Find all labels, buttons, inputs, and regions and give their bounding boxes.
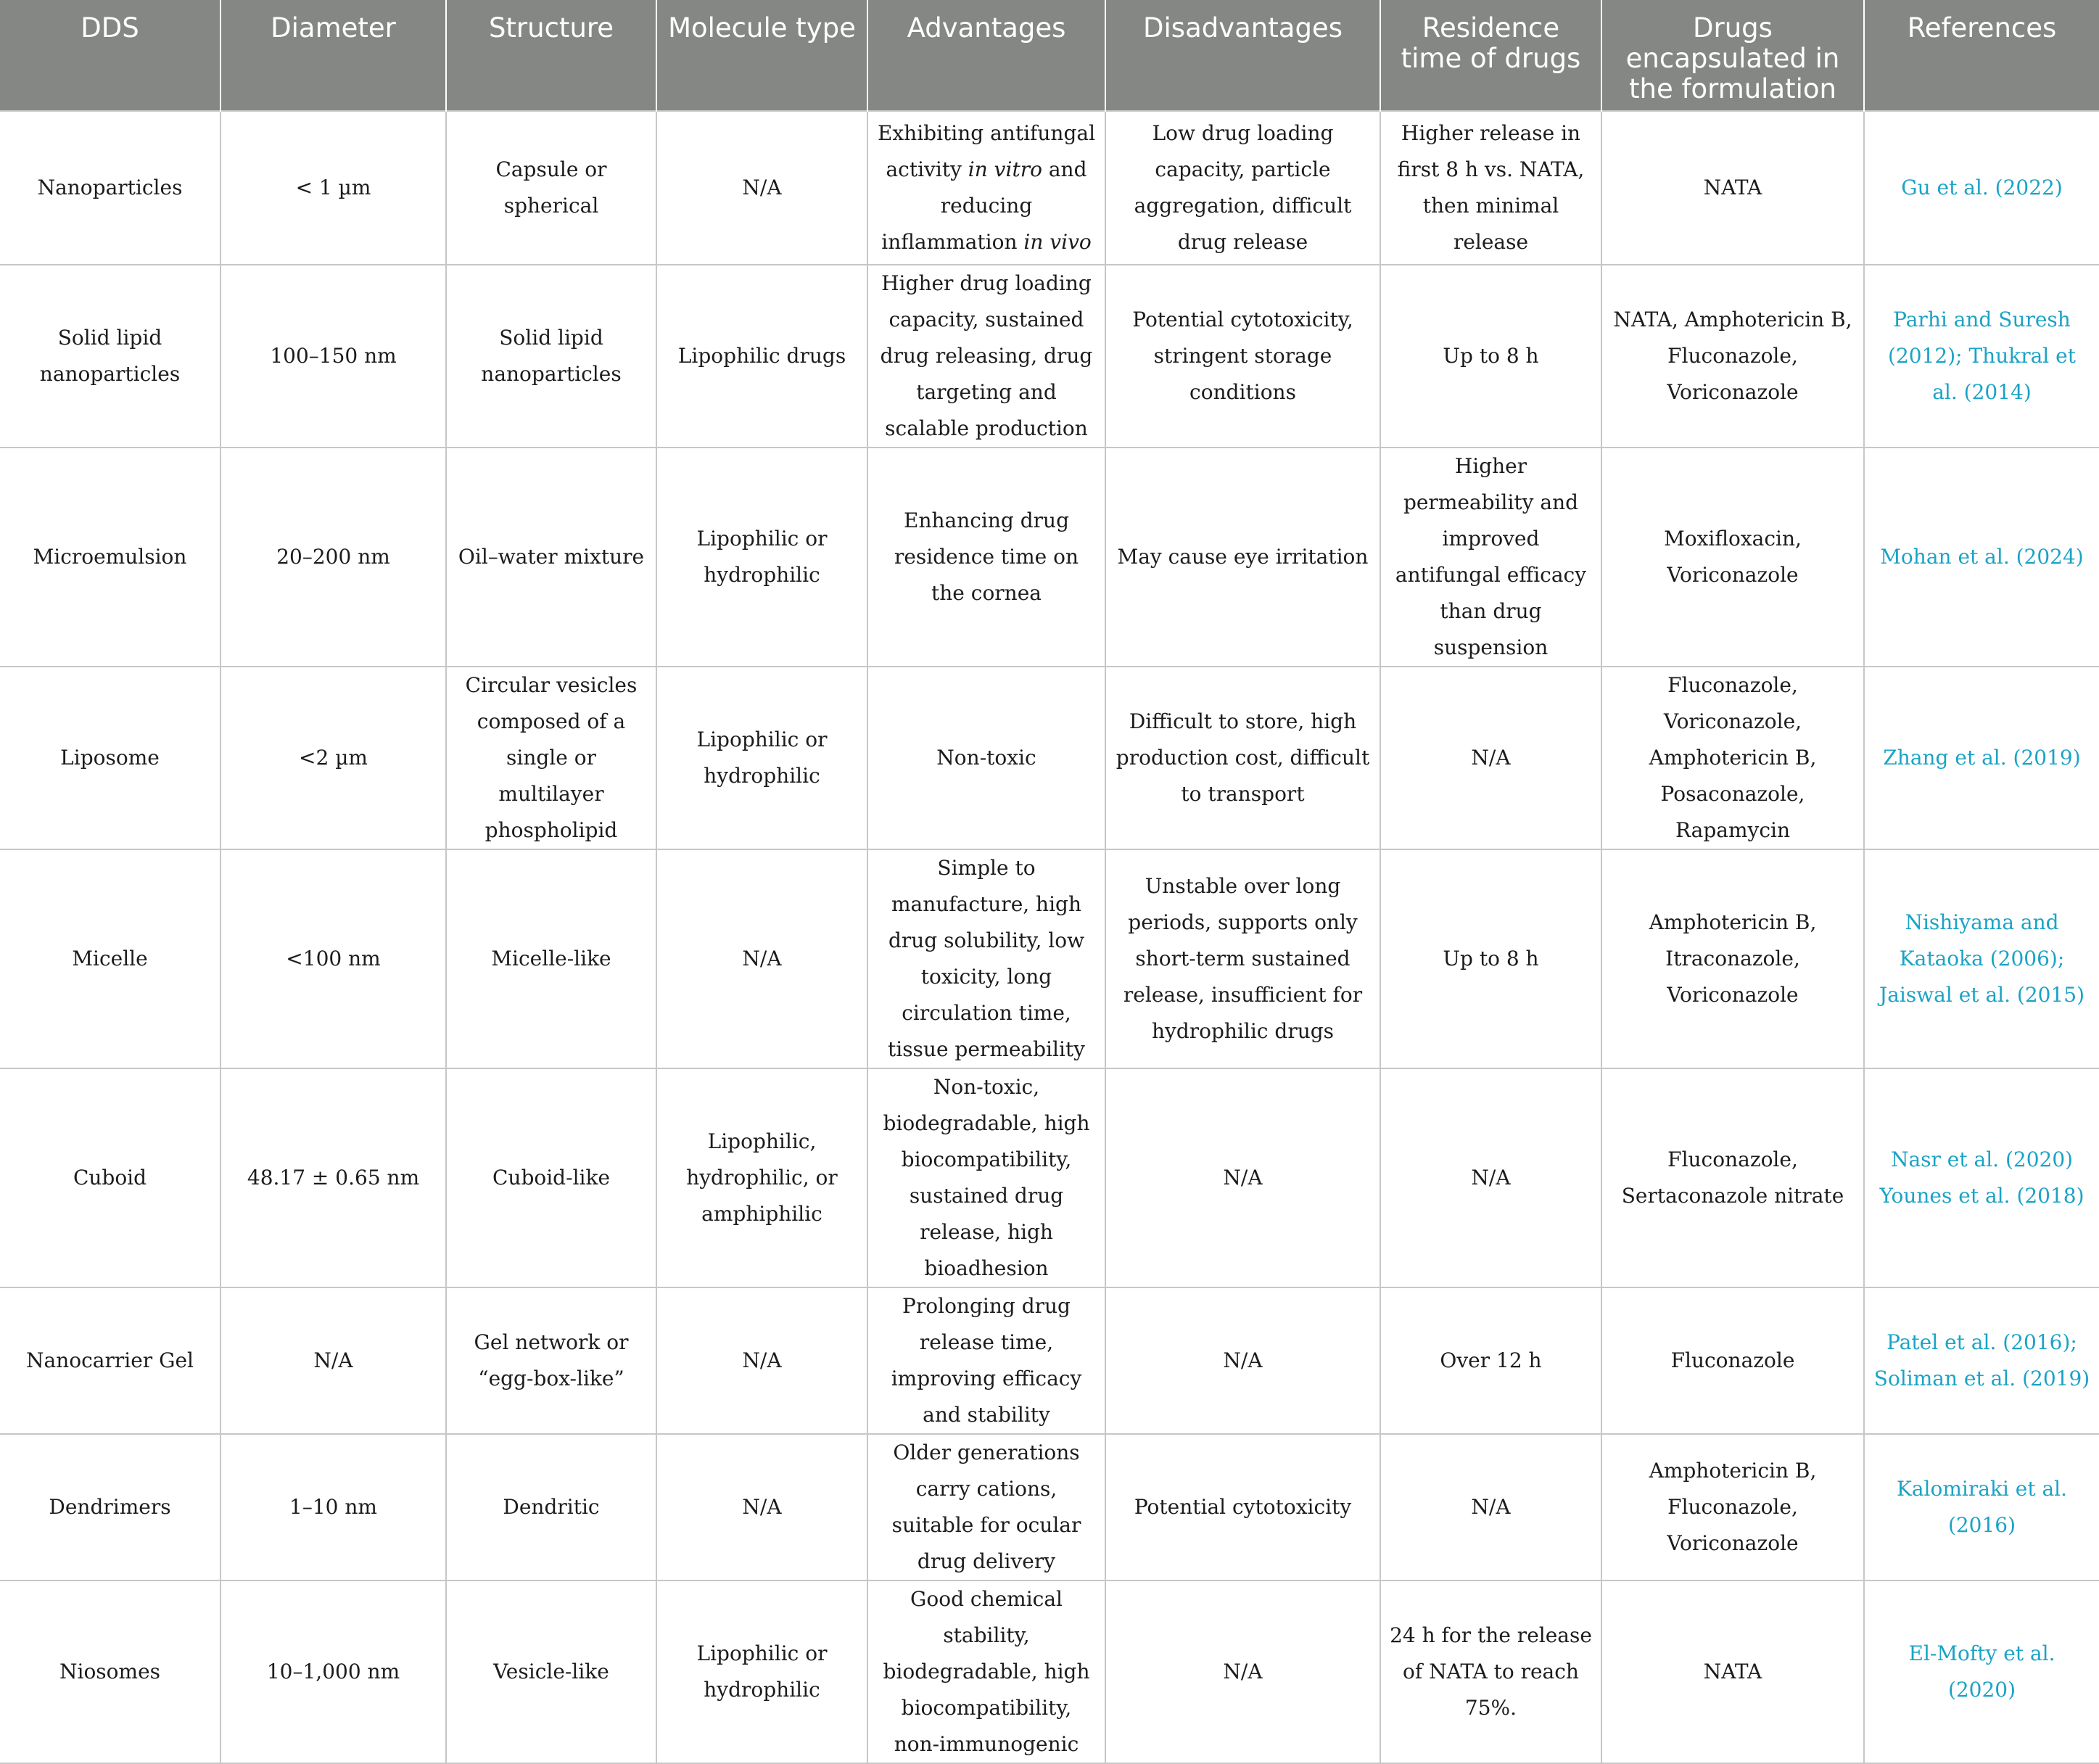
table-row	[0, 1580, 2099, 1763]
header-drugs-encapsulated: Drugs encapsulated in the formulation	[1601, 0, 1864, 111]
header-advantages: Advantages	[867, 0, 1105, 111]
reference-link[interactable]: Nasr et al. (2020)	[1890, 1147, 2074, 1171]
cell-diameter: <2 µm	[220, 667, 446, 849]
cell-disadvantages: Low drug loading capacity, particle aggregation, difficult drug release	[1105, 111, 1380, 265]
cell-structure: Cuboid-like	[446, 1068, 656, 1287]
cell-diameter: 100–150 nm	[220, 265, 446, 448]
cell-dds: Liposome	[0, 667, 220, 849]
cell-molecule-type: Lipophilic or hydrophilic	[656, 667, 867, 849]
cell-disadvantages: Unstable over long periods, supports only short-term sustained release, insufficient for hydrophilic drugs	[1105, 849, 1380, 1068]
cell-drugs: NATA, Amphotericin B, Fluconazole, Voriconazole	[1601, 265, 1864, 448]
cell-residence-time: Up to 8 h	[1380, 265, 1601, 448]
cell-residence-time: Over 12 h	[1380, 1287, 1601, 1434]
cell-residence-time: Up to 8 h	[1380, 849, 1601, 1068]
cell-disadvantages: N/A	[1105, 1068, 1380, 1287]
cell-diameter: <100 nm	[220, 849, 446, 1068]
cell-diameter: 48.17 ± 0.65 nm	[220, 1068, 446, 1287]
cell-residence-time: N/A	[1380, 667, 1601, 849]
reference-link[interactable]: Younes et al. (2018)	[1879, 1184, 2084, 1208]
header-dds: DDS	[0, 0, 220, 111]
cell-advantages: Good chemical stability, biodegradable, high biocompatibility, non-immunogenic	[867, 1580, 1105, 1763]
table-row	[0, 1068, 2099, 1287]
cell-advantages: Non-toxic	[867, 667, 1105, 849]
cell-drugs: Fluconazole, Voriconazole, Amphotericin B, Posaconazole, Rapamycin	[1601, 667, 1864, 849]
cell-structure: Gel network or “egg-box-like”	[446, 1287, 656, 1434]
cell-disadvantages: N/A	[1105, 1580, 1380, 1763]
cell-dds: Nanoparticles	[0, 111, 220, 265]
cell-disadvantages: N/A	[1105, 1287, 1380, 1434]
cell-references[interactable]: Patel et al. (2016); Soliman et al. (2019)	[1864, 1287, 2099, 1434]
cell-drugs: NATA	[1601, 111, 1864, 265]
advantages-italic-in-vivo: in vivo	[1023, 230, 1092, 254]
cell-structure: Oil–water mixture	[446, 448, 656, 667]
cell-disadvantages: Potential cytotoxicity, stringent storage conditions	[1105, 265, 1380, 448]
cell-molecule-type: Lipophilic or hydrophilic	[656, 448, 867, 667]
cell-diameter: 10–1,000 nm	[220, 1580, 446, 1763]
cell-advantages: Non-toxic, biodegradable, high biocompatibility, sustained drug release, high bioadhesion	[867, 1068, 1105, 1287]
cell-advantages: Enhancing drug residence time on the cornea	[867, 448, 1105, 667]
cell-structure: Vesicle-like	[446, 1580, 656, 1763]
cell-structure: Dendritic	[446, 1434, 656, 1580]
cell-dds: Nanocarrier Gel	[0, 1287, 220, 1434]
cell-drugs: NATA	[1601, 1580, 1864, 1763]
cell-molecule-type: N/A	[656, 1434, 867, 1580]
cell-residence-time: Higher release in first 8 h vs. NATA, then minimal release	[1380, 111, 1601, 265]
cell-advantages: Older generations carry cations, suitable for ocular drug delivery	[867, 1434, 1105, 1580]
cell-advantages: Higher drug loading capacity, sustained drug releasing, drug targeting and scalable production	[867, 265, 1105, 448]
cell-disadvantages: Difficult to store, high production cost, difficult to transport	[1105, 667, 1380, 849]
cell-advantages	[867, 111, 1105, 265]
cell-references[interactable]: Gu et al. (2022)	[1864, 111, 2099, 265]
cell-dds: Dendrimers	[0, 1434, 220, 1580]
cell-advantages: Simple to manufacture, high drug solubility, low toxicity, long circulation time, tissue permeability	[867, 849, 1105, 1068]
cell-dds: Micelle	[0, 849, 220, 1068]
table-row	[0, 1434, 2099, 1580]
table-row	[0, 448, 2099, 667]
header-molecule-type: Molecule type	[656, 0, 867, 111]
cell-drugs: Fluconazole, Sertaconazole nitrate	[1601, 1068, 1864, 1287]
cell-residence-time: N/A	[1380, 1068, 1601, 1287]
cell-structure: Micelle-like	[446, 849, 656, 1068]
cell-molecule-type: N/A	[656, 849, 867, 1068]
header-row	[0, 0, 2099, 111]
cell-drugs: Amphotericin B, Fluconazole, Voriconazole	[1601, 1434, 1864, 1580]
cell-structure: Solid lipid nanoparticles	[446, 265, 656, 448]
cell-molecule-type: Lipophilic or hydrophilic	[656, 1580, 867, 1763]
table-row	[0, 1287, 2099, 1434]
cell-drugs: Amphotericin B, Itraconazole, Voriconazole	[1601, 849, 1864, 1068]
cell-molecule-type: N/A	[656, 111, 867, 265]
cell-references	[1864, 1068, 2099, 1287]
cell-dds: Solid lipid nanoparticles	[0, 265, 220, 448]
cell-residence-time: 24 h for the release of NATA to reach 75%.	[1380, 1580, 1601, 1763]
cell-references[interactable]: Parhi and Suresh (2012); Thukral et al. (2014)	[1864, 265, 2099, 448]
advantages-italic-in-vitro: in vitro	[968, 157, 1042, 181]
header-structure: Structure	[446, 0, 656, 111]
header-disadvantages: Disadvantages	[1105, 0, 1380, 111]
cell-drugs: Moxifloxacin, Voriconazole	[1601, 448, 1864, 667]
cell-diameter: < 1 µm	[220, 111, 446, 265]
cell-drugs: Fluconazole	[1601, 1287, 1864, 1434]
cell-disadvantages: May cause eye irritation	[1105, 448, 1380, 667]
header-references: References	[1864, 0, 2099, 111]
cell-molecule-type: Lipophilic drugs	[656, 265, 867, 448]
cell-molecule-type: N/A	[656, 1287, 867, 1434]
cell-dds: Niosomes	[0, 1580, 220, 1763]
cell-molecule-type: Lipophilic, hydrophilic, or amphiphilic	[656, 1068, 867, 1287]
table-row	[0, 849, 2099, 1068]
cell-references[interactable]: Kalomiraki et al. (2016)	[1864, 1434, 2099, 1580]
table-row	[0, 667, 2099, 849]
cell-references[interactable]: El-Mofty et al. (2020)	[1864, 1580, 2099, 1763]
table-row	[0, 265, 2099, 448]
cell-advantages: Prolonging drug release time, improving efficacy and stability	[867, 1287, 1105, 1434]
cell-residence-time: N/A	[1380, 1434, 1601, 1580]
cell-disadvantages: Potential cytotoxicity	[1105, 1434, 1380, 1580]
header-diameter: Diameter	[220, 0, 446, 111]
advantages-text: and reducing inflammation	[881, 157, 1087, 254]
cell-structure: Circular vesicles composed of a single or multilayer phospholipid	[446, 667, 656, 849]
cell-dds: Microemulsion	[0, 448, 220, 667]
cell-references[interactable]: Nishiyama and Kataoka (2006); Jaiswal et al. (2015)	[1864, 849, 2099, 1068]
table-row	[0, 111, 2099, 265]
advantages-text: Exhibiting antifungal activity	[877, 121, 1096, 181]
cell-dds: Cuboid	[0, 1068, 220, 1287]
header-residence-time: Residence time of drugs	[1380, 0, 1601, 111]
cell-residence-time: Higher permeability and improved antifungal efficacy than drug suspension	[1380, 448, 1601, 667]
cell-references[interactable]: Mohan et al. (2024)	[1864, 448, 2099, 667]
cell-diameter: N/A	[220, 1287, 446, 1434]
cell-structure: Capsule or spherical	[446, 111, 656, 265]
cell-references[interactable]: Zhang et al. (2019)	[1864, 667, 2099, 849]
cell-diameter: 1–10 nm	[220, 1434, 446, 1580]
cell-diameter: 20–200 nm	[220, 448, 446, 667]
